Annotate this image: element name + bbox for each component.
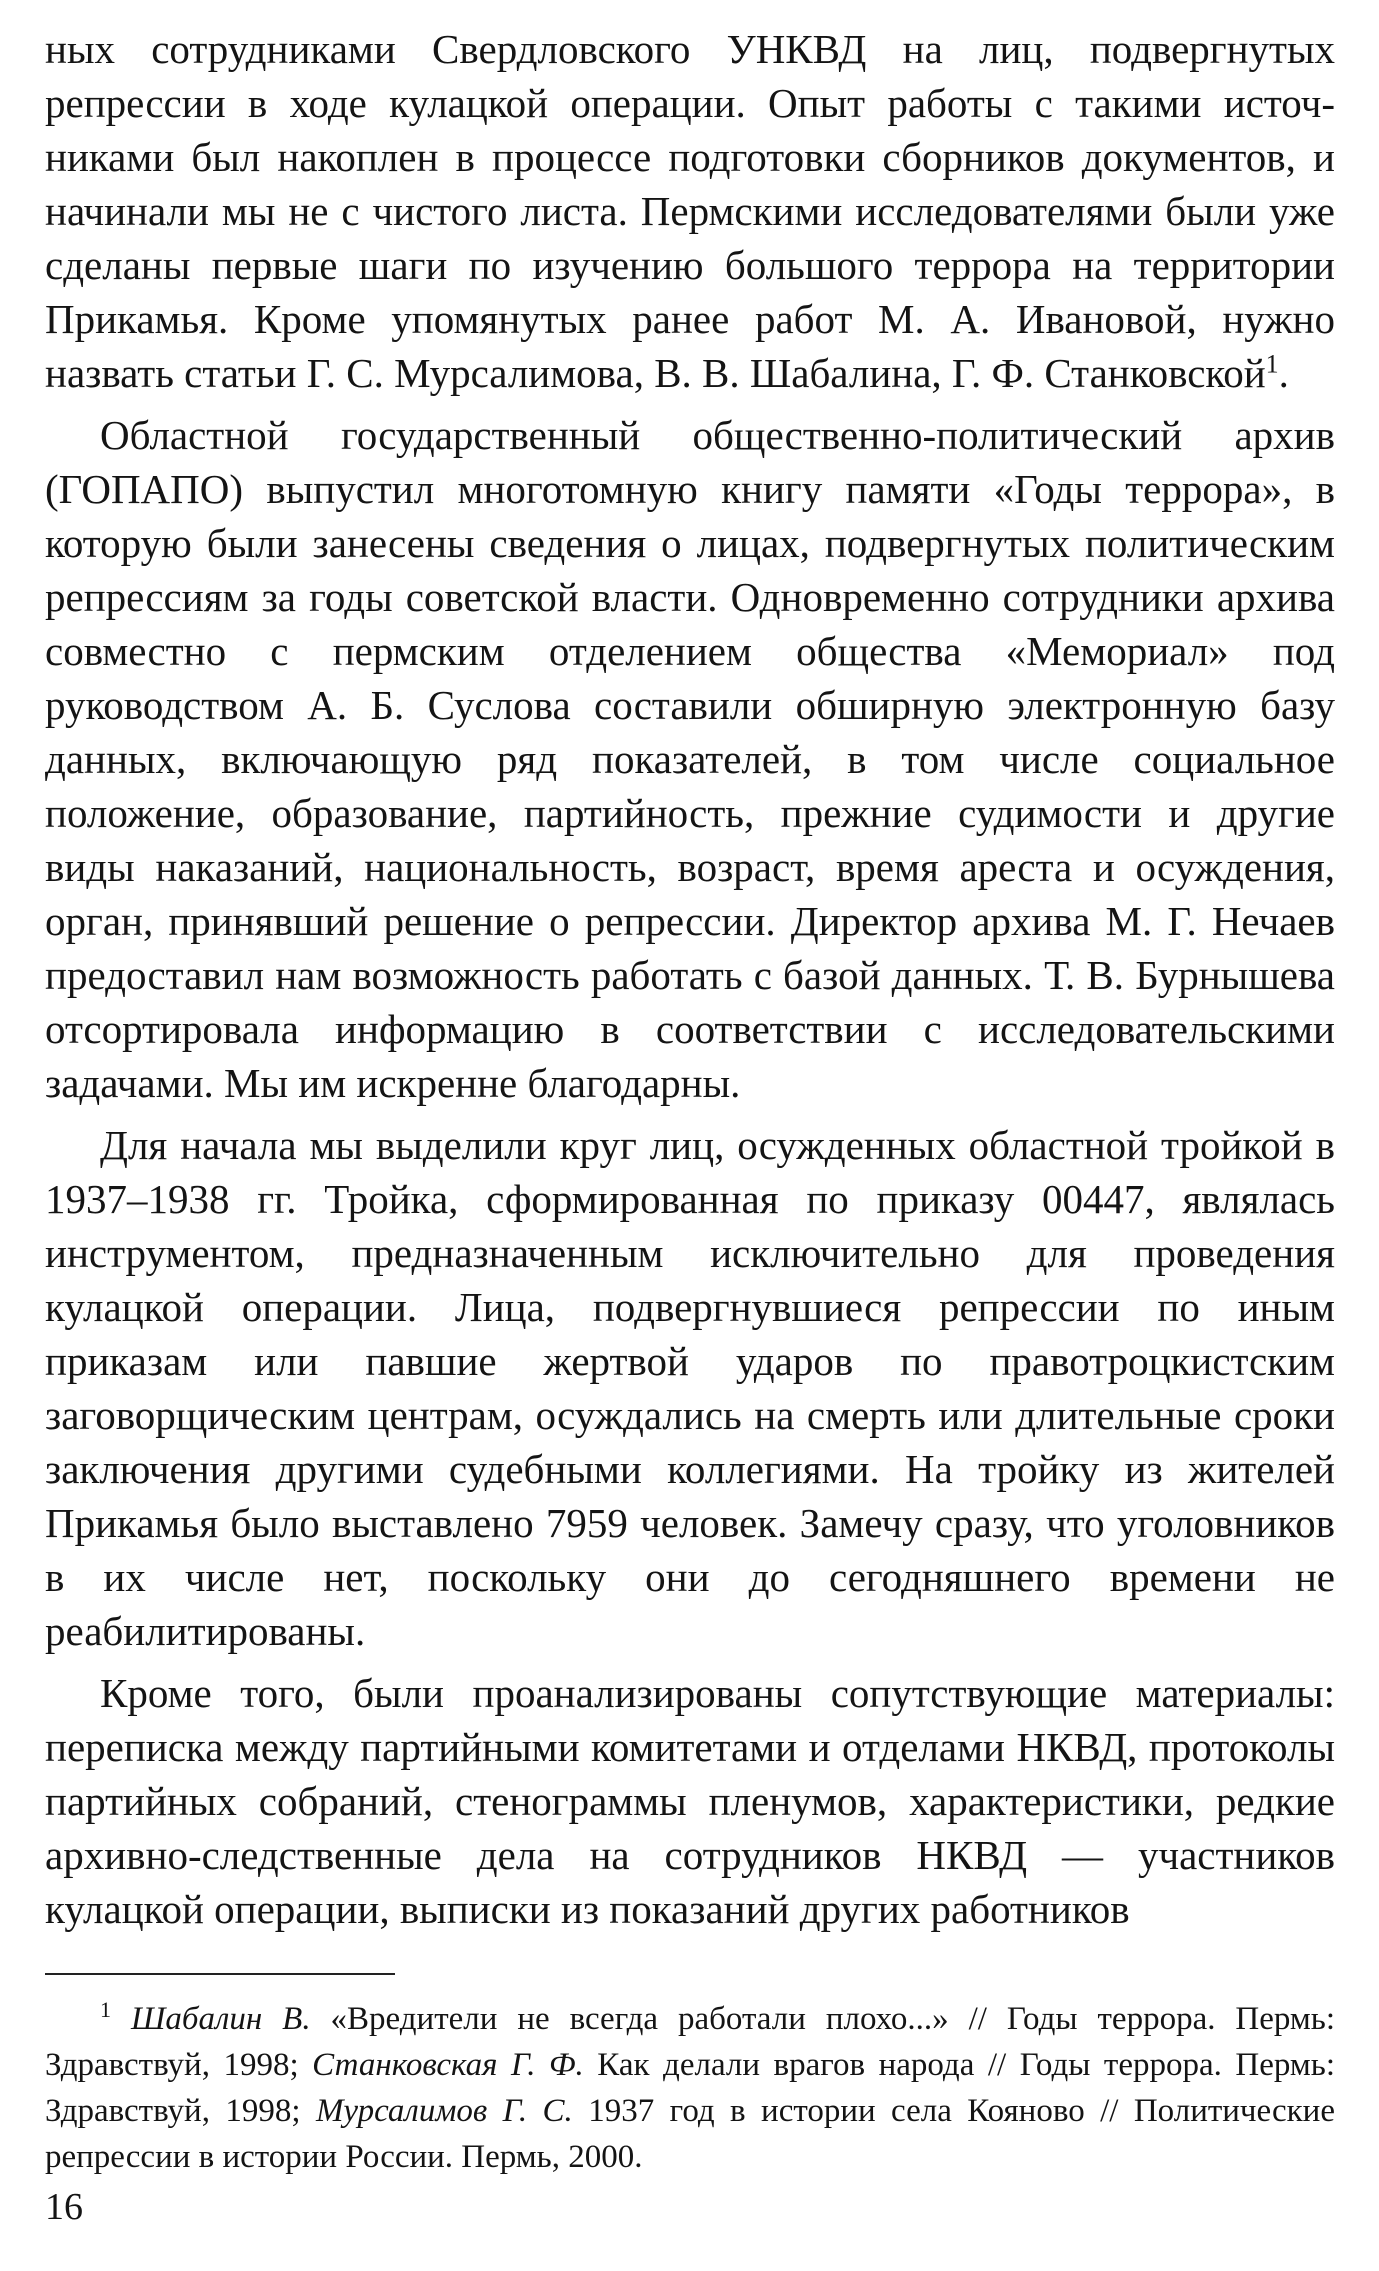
paragraph-1 xyxy=(45,22,1335,400)
footnote-divider xyxy=(45,1973,395,1975)
paragraph-1-text: ных сотрудниками Свердловского УНКВД на лиц, подвергнутых репрессии в ходе кулацкой операции. Опыт работы с такими источниками был накоплен в процессе подготовки сборников документов, и начинали мы не с чистого листа. Пермскими исследователями были уже сделаны первые шаги по изучению большого террора на территории Прикамья. Кроме упомянутых ранее работ М. А. Ивановой, нужно назвать статьи Г. С. Мурсалимова, В. В. Шабалина, Г. Ф. Станковской xyxy=(45,26,1335,396)
footnote-text-2: Как делали врагов народа // Годы террора. Пермь: Здравствуй, 1998; xyxy=(45,2047,1335,2129)
footnote-author-2: Станковская Г. Ф. xyxy=(312,2047,584,2083)
footnote-text-1: «Вредители не всегда работали плохо...» // Годы террора. Пермь: Здравствуй, 1998; xyxy=(45,2001,1335,2083)
footnote-author-1: Шабалин В. xyxy=(130,2001,311,2037)
footnote-text-3: 1937 год в истории села Кояново // Политические репрессии в истории России. Пермь, 2000. xyxy=(45,2093,1335,2175)
footnote-reference[interactable]: 1 xyxy=(1265,349,1279,379)
paragraph-1-end: . xyxy=(1278,350,1289,396)
footnote xyxy=(45,1996,1335,2180)
paragraph-3: Для начала мы выделили круг лиц, осужденных областной тройкой в 1937–1938 гг. Тройка, сформированная по приказу 00447, являлась инструментом, предназначенным исключительно для проведения кулацкой операции. Лица, подвергнувшиеся репрессии по иным приказам или павшие жертвой ударов по правотроцкистским заговорщическим центрам, осуждались на смерть или длительные сроки заключения другими судебными коллегиями. На тройку из жителей Прикамья было выставлено 7959 человек. Замечу сразу, что уголовников в их числе нет, поскольку они до сегодняшнего времени не реабилитированы. xyxy=(45,1122,1335,1654)
page-number: 16 xyxy=(45,2186,83,2228)
paragraph-2: Областной государственный общественно-политический архив (ГОПАПО) выпустил многотомную книгу памяти «Годы террора», в которую были занесены сведения о лицах, подвергнутых политическим репрессиям за годы советской власти. Одновременно сотрудники архива совместно с пермским отделением общества «Мемориал» под руководством А. Б. Суслова составили обширную электронную базу данных, включающую ряд показателей, в том числе социальное положение, образование, партийность, прежние судимости и другие виды наказаний, национальность, возраст, время ареста и осуждения, орган, принявший решение о репрессии. Директор архива М. Г. Нечаев предоставил нам возможность работать с базой данных. Т. В. Бурнышева отсортировала информацию в соответствии с исследовательскими задачами. Мы им искренне благодарны. xyxy=(45,412,1335,1106)
footnote-number: 1 xyxy=(100,1997,111,2022)
page-body xyxy=(45,22,1335,1936)
paragraph-4: Кроме того, были проанализированы сопутствующие материалы: переписка между партийными комитетами и отделами НКВД, протоколы партийных собраний, стенограммы пленумов, характеристики, редкие архивно-следственные дела на сотрудников НКВД — участников кулацкой операции, выписки из показаний других работников xyxy=(45,1670,1335,1932)
footnote-author-3: Мурсалимов Г. С. xyxy=(315,2093,573,2129)
